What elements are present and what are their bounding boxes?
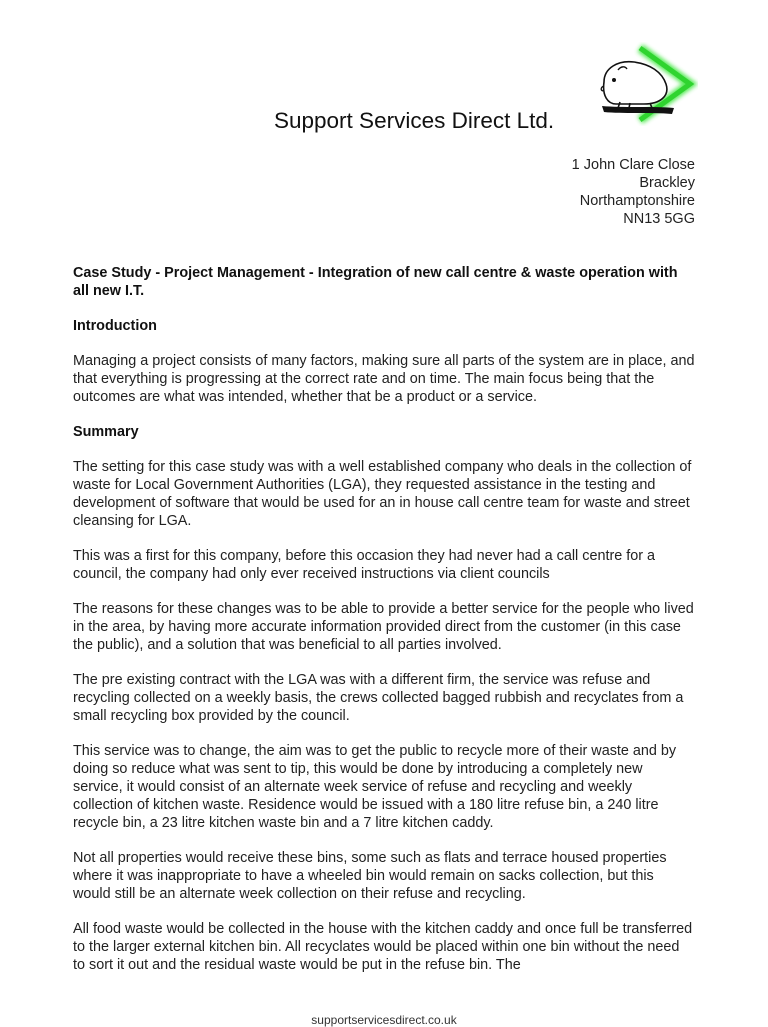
introduction-heading: Introduction <box>73 318 157 334</box>
introduction-paragraph: Managing a project consists of many factors, making sure all parts of the system are in place, and that everything is progressing at the correct rate and on time. The main focus being that the outcomes are what was intended, whether that be a product or a service. <box>73 353 695 405</box>
body-paragraph: All food waste would be collected in the house with the kitchen caddy and once full be transferred to the larger external kitchen bin. All recyclates would be placed within one bin without the need to sort it out and the residual waste would be put in the refuse bin. The <box>73 921 693 973</box>
company-name: Support Services Direct Ltd. <box>274 108 555 133</box>
hamster-logo-icon <box>594 42 698 126</box>
footer-website[interactable]: supportservicesdirect.co.uk <box>311 1013 457 1027</box>
summary-heading: Summary <box>73 424 139 440</box>
address-line: Brackley <box>639 175 695 191</box>
body-paragraph: This service was to change, the aim was to get the public to recycle more of their waste and by doing so reduce what was sent to tip, this would be done by introducing a completely new service, it would consist of an alternate week service of refuse and recycling and weekly collection of kitchen waste. Residence would be issued with a 180 litre refuse bin, a 240 litre recycle bin, a 23 litre kitchen waste bin and a 7 litre kitchen caddy. <box>73 743 677 831</box>
body-paragraph: The reasons for these changes was to be able to provide a better service for the people who lived in the area, by having more accurate information provided direct from the customer (in this case the public), and a solution that was beneficial to all parties involved. <box>73 601 694 653</box>
body-paragraph: This was a first for this company, before this occasion they had never had a call centre for a council, the company had only ever received instructions via client councils <box>73 548 656 582</box>
body-paragraph: The pre existing contract with the LGA was with a different firm, the service was refuse and recycling collected on a weekly basis, the crews collected bagged rubbish and recyclates from a small recycling box provided by the council. <box>73 672 684 724</box>
address-line: NN13 5GG <box>623 211 695 227</box>
body-paragraph: Not all properties would receive these bins, some such as flats and terrace housed properties where it was inappropriate to have a wheeled bin would remain on sacks collection, but this would still be an alternate week collection on their refuse and recycling. <box>73 850 667 902</box>
address-line: Northamptonshire <box>579 193 695 209</box>
address-line: 1 John Clare Close <box>571 157 695 173</box>
document-body <box>73 264 695 991</box>
document-title: Case Study - Project Management - Integration of new call centre & waste operation with all new I.T. <box>73 265 678 299</box>
body-paragraph: The setting for this case study was with a well established company who deals in the collection of waste for Local Government Authorities (LGA), they requested assistance in the testing and development of software that would be used for an in house call centre team for waste and street cleansing for LGA. <box>73 459 692 529</box>
company-address <box>572 156 695 228</box>
